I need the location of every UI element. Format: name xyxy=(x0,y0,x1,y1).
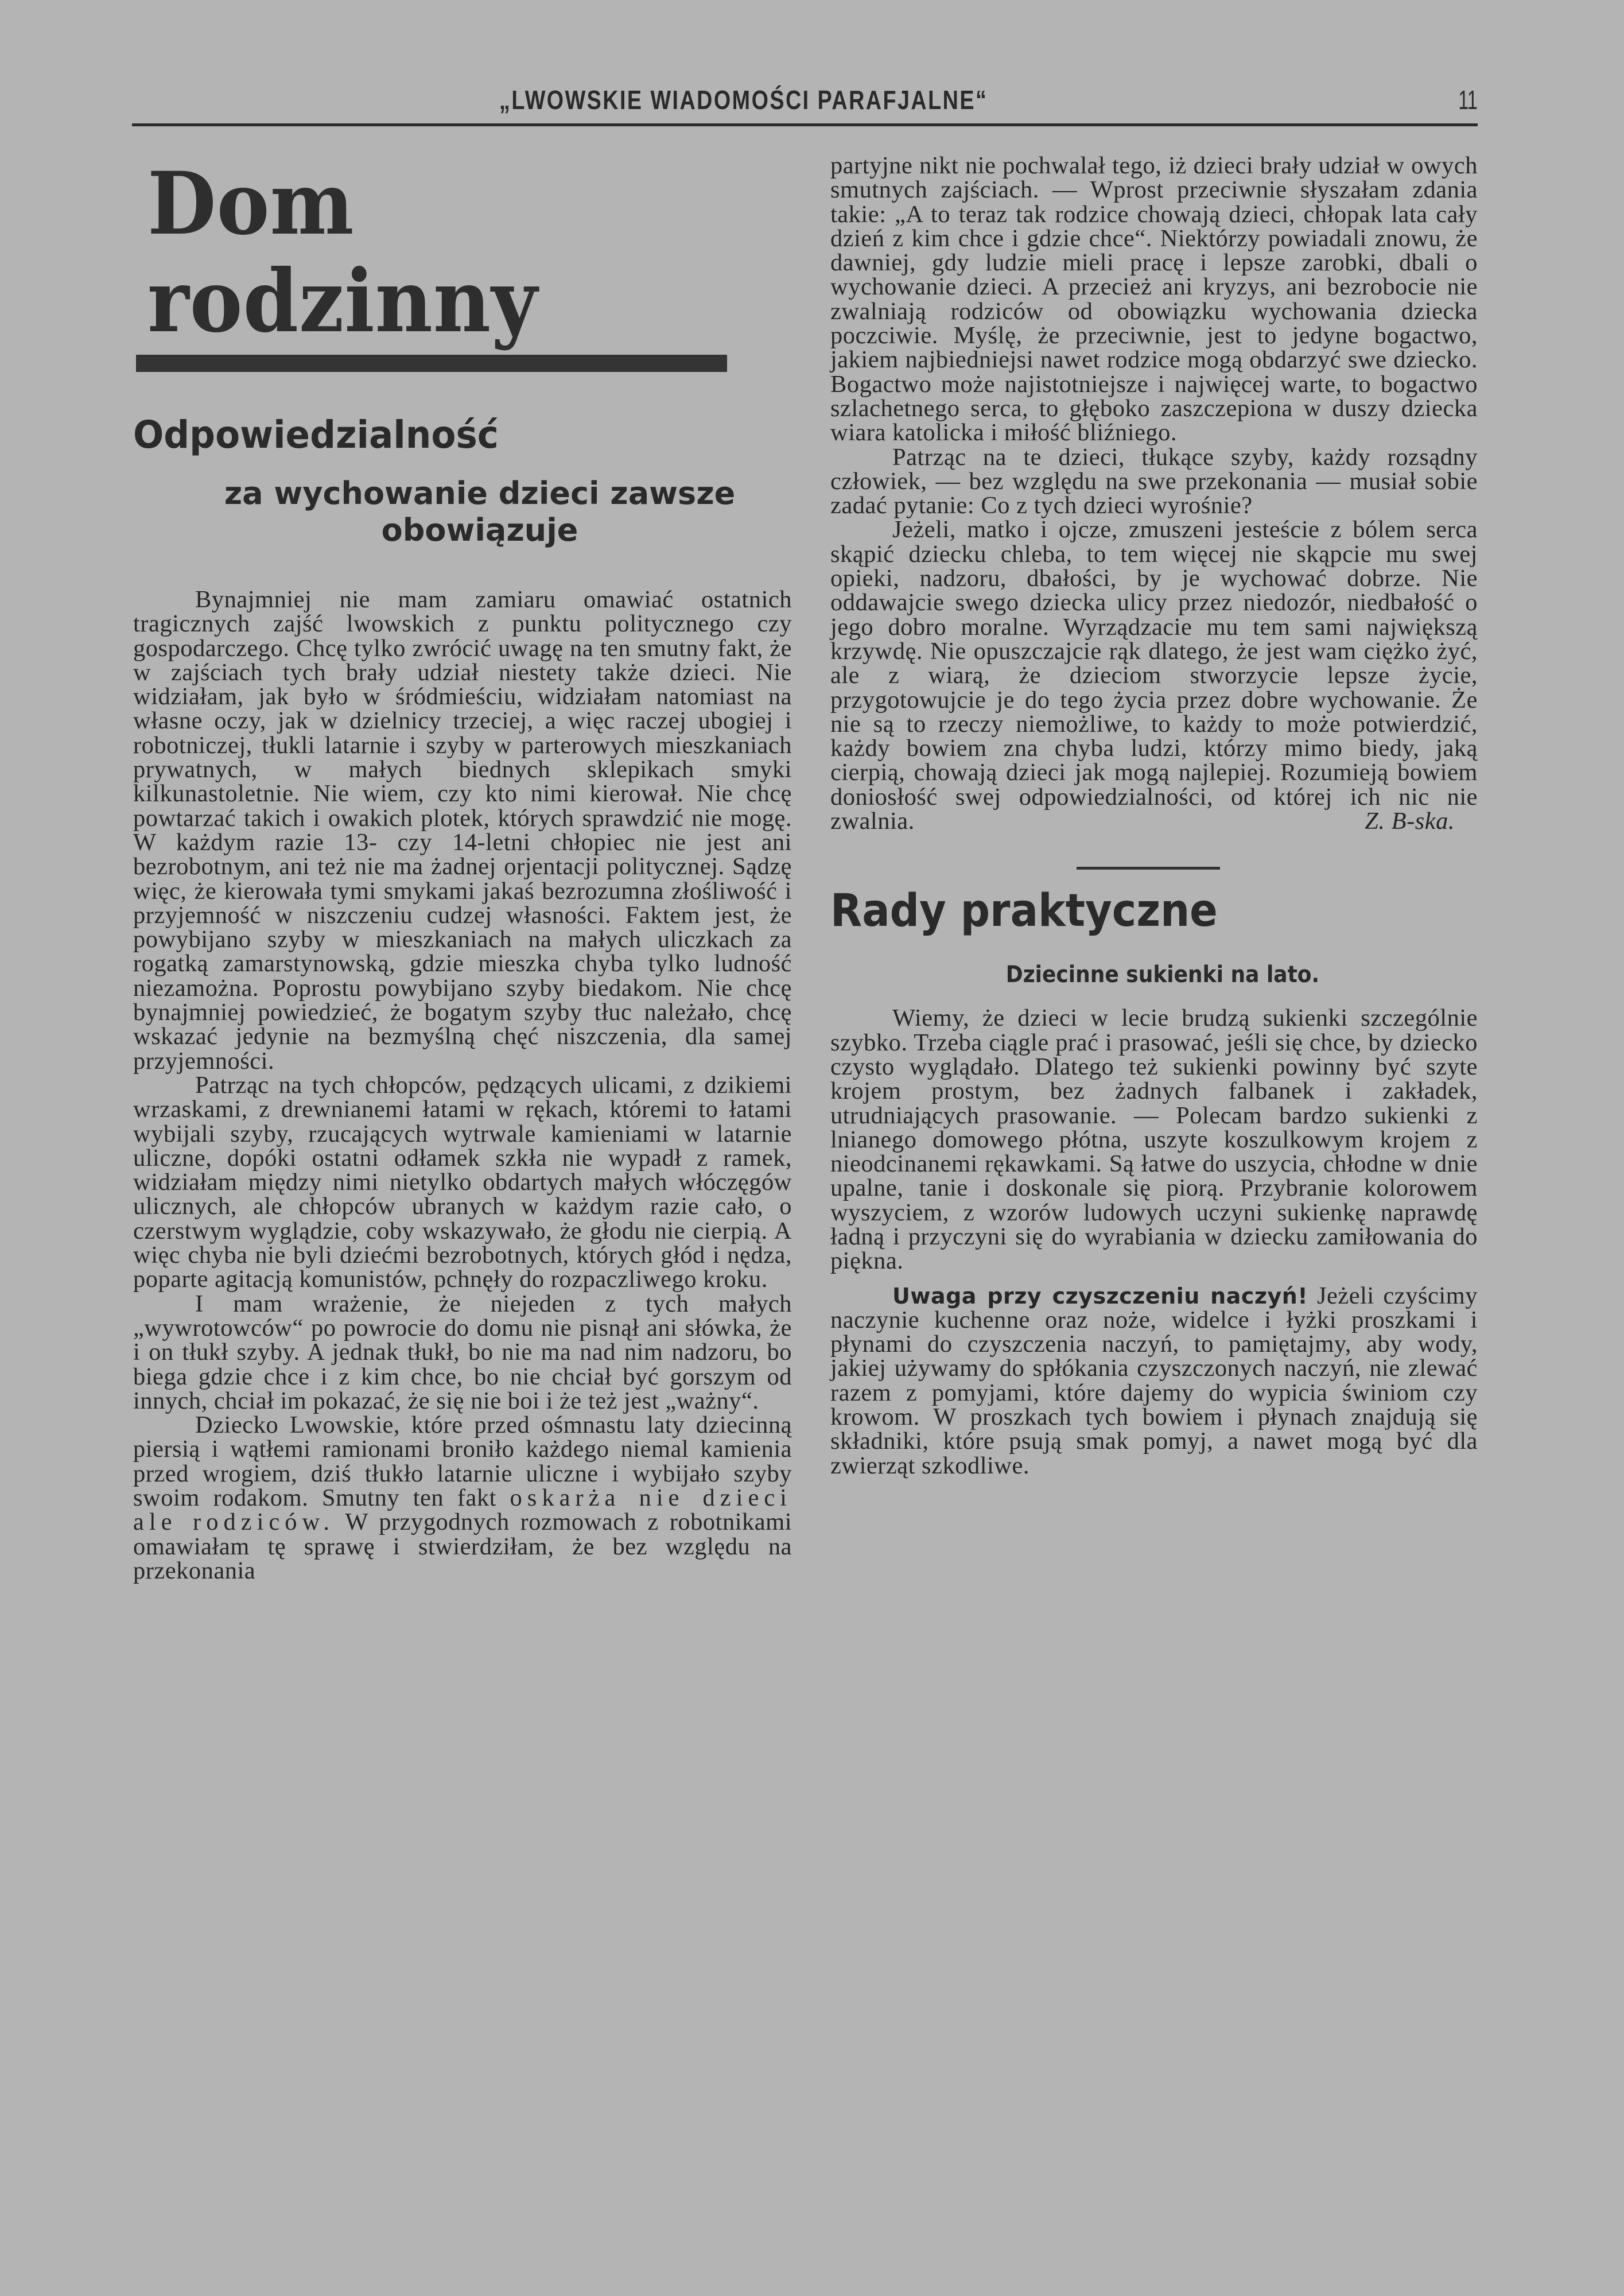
article-title: Rady praktyczne xyxy=(830,885,1218,937)
paragraph xyxy=(133,1413,792,1583)
article-subtitle: Dziecinne sukienki na lato. xyxy=(1005,961,1320,988)
page-number: 11 xyxy=(1458,85,1478,115)
paragraph: I mam wrażenie, że niejeden z tych małych „wywrotowców“ po powrocie do domu nie pisnął ani słówka, że i on tłukł szyby. A jednak tłukł, bo nie ma nad nim nadzoru, bo biega gdzie chce i z kim chce, bo nie chciał być gorszym od innych, chciał im pokazać, że się nie boi i że też jest „ważny“. xyxy=(133,1290,792,1414)
paragraph-text: Jeżeli czyścimy naczynie kuchenne oraz noże, widelce i łyżki proszkami i płynami do czyszczenia naczyń, to pamiętajmy, aby wody, jakiej używamy do spłókania czyszczonych naczyń, nie zlewać razem z pomyjami, które dajemy do wypicia świniom czy krowom. W proszkach tych bowiem i płynach znajdują się składniki, które psują smak pomyj, a nawet mogą być dla zwierząt szkodliwe. xyxy=(830,1282,1478,1479)
running-title: „LWOWSKIE WIADOMOŚCI PARAFJALNE“ xyxy=(499,85,988,115)
paragraph-text: W przygodnych rozmowach z robotnikami omawiałam tę sprawę i stwierdziłam, że bez względu na przekonania xyxy=(133,1508,792,1584)
article-body-left xyxy=(133,588,792,1583)
right-column xyxy=(830,154,1478,1478)
section-title: Odpowiedzialność xyxy=(133,413,499,457)
paragraph: partyjne nikt nie pochwalał tego, iż dzieci brały udział w owych smutnych zajściach. — Wprost przeciwnie słyszałam zdania takie: „A to teraz tak rodzice chowają dzieci, chłopak lata cały dzień z kim chce i gdzie chce“. Niektórzy powiadali znowu, że dawniej, gdy ludzie mieli pracę i lepsze zarobki, dbali o wychowanie dzieci. A przecież ani kryzys, ani bezrobocie nie zwalniają rodziców od obowiązku wychowania dziecka poczciwie. Myślę, że przeciwnie, jest to jedyne bogactwo, jakiem najbiedniejsi nawet rodzice mogą obdarzyć swe dziecko. Bogactwo może najistotniejsze i najwięcej warte, to bogactwo szlachetnego serca, to głęboko zaszczepiona w duszy dziecka wiara katolicka i miłość bliźniego. xyxy=(830,152,1478,447)
article-title: Dom rodzinny xyxy=(147,153,538,352)
left-column xyxy=(133,155,792,1583)
section-subtitle: za wychowanie dzieci zawsze obowiązuje xyxy=(224,475,736,548)
paragraph-text: Jeżeli, matko i ojcze, zmuszeni jesteście z bólem serca skąpić dziecku chleba, to tem więcej nie skąpcie mu swej opieki, nadzoru, dbałości, by je wychować dobrze. Nie oddawajcie swego dziecka ulicy przez niedozór, niedbałość o jego dobro moralne. Wyrządzacie mu tem sami największą krzywdę. Nie opuszczajcie rąk dlatego, że jest wam ciężko żyć, ale z wiarą, że dzieciom stworzycie lepsze życie, przygotowujcie je do tego życia przez dobre wychowanie. Że nie są to rzeczy niemożliwe, to każdy to może potwierdzić, każdy bowiem zna chyba ludzi, którzy mimo biedy, jaką cierpią, chowają dzieci jak mogą najlepiej. Rozumieją bowiem doniosłość swej odpowiedzialności, od której ich nic nie zwalnia. xyxy=(830,516,1478,835)
author-signature: Z. B-ska. xyxy=(1365,808,1455,835)
page-header xyxy=(132,83,1478,126)
tip-heading: Uwaga przy czyszczeniu naczyń! xyxy=(892,1283,1308,1309)
article2-body xyxy=(830,1006,1478,1478)
paragraph: Wiemy, że dzieci w lecie brudzą sukienki szczególnie szybko. Trzeba ciągle prać i prasować, jeśli się chce, by dziecko czysto wyglądało. Dlatego też sukienki powinny być szyte krojem prostym, bez żadnych falbanek i zakładek, utrudniających prasowanie. — Polecam bardzo sukienki z lnianego domowego płótna, uszyte koszulkowym krojem z nieodcinanemi rękawkami. Są łatwe do uszycia, chłodne w dnie upalne, tanie i doskonale się piorą. Przybranie kolorowem wyszyciem, z wzorów ludowych uczyni sukienkę naprawdę ładną i przyczyni się do wyrabiania w dziecku zamiłowania do piękna. xyxy=(830,1004,1478,1275)
article-body-right xyxy=(830,154,1478,833)
emphasized-text: oskarża nie dzieci ale rodziców. xyxy=(133,1484,792,1536)
paragraph: Patrząc na te dzieci, tłukące szyby, każdy rozsądny człowiek, — bez względu na swe przekonania — musiał sobie zadać pytanie: Co z tych dzieci wyrośnie? xyxy=(830,443,1478,519)
paragraph xyxy=(830,1284,1478,1478)
title-underline-bar xyxy=(136,355,727,372)
paragraph: Patrząc na tych chłopców, pędzących ulicami, z dzikiemi wrzaskami, z drewnianemi łatami w rękach, któremi to łatami wybijali szyby, rzucających wytrwale kamieniami w latarnie uliczne, dopóki ostatni odłamek szkła nie wypadł z ramek, widziałam między nimi nietylko obdartych małych włóczęgów ulicznych, ale chłopców ubranych w każdym razie cało, o czerstwym wyglądzie, coby wskazywało, że głodu nie cierpią. A więc chyba nie byli dziećmi bezrobotnych, których głód i nędza, poparte agitacją komunistów, pchnęły do rozpaczliwego kroku. xyxy=(133,1071,792,1293)
paragraph xyxy=(830,518,1478,833)
paragraph-text: Dziecko Lwowskie, które przed ośmnastu laty dziecinną piersią i wątłemi ramionami broniło każdego niemal kamienia przed wrogiem, dziś tłukło latarnie uliczne i wybijało szyby swoim rodakom. Smutny ten fakt xyxy=(133,1411,792,1511)
paragraph: Bynajmniej nie mam zamiaru omawiać ostatnich tragicznych zajść lwowskich z punktu politycznego czy gospodarczego. Chcę tylko zwrócić uwagę na ten smutny fakt, że w zajściach tych brały udział niestety także dzieci. Nie widziałam, jak było w śródmieściu, widziałam natomiast na własne oczy, jak w dzielnicy trzeciej, a więc raczej ubogiej i robotniczej, tłukli latarnie i szyby w parterowych mieszkaniach prywatnych, w małych biednych sklepikach smyki kilkunastoletnie. Nie wiem, czy kto nimi kierował. Nie chcę powtarzać takich i owakich plotek, których sprawdzić nie mogę. W każdym razie 13- czy 14-letni chłopiec nie jest ani bezrobotnym, ani też nie ma żadnej orjentacji politycznej. Sądzę więc, że kierowała tymi smykami jakaś bezrozumna złośliwość i przyjemność w niszczeniu cudzej własności. Faktem jest, że powybijano szyby w mieszkaniach na małych uliczkach za rogatką zamarstynowską, gdzie mieszka chyba tylko ludność niezamożna. Poprostu powybijano szyby biedakom. Nie chcę bynajmniej powiedzieć, że bogatym szyby tłuc należało, chcę wskazać jedynie na bezmyślną chęć niszczenia, dla samej przyjemności. xyxy=(133,586,792,1075)
section-divider xyxy=(1077,867,1220,870)
